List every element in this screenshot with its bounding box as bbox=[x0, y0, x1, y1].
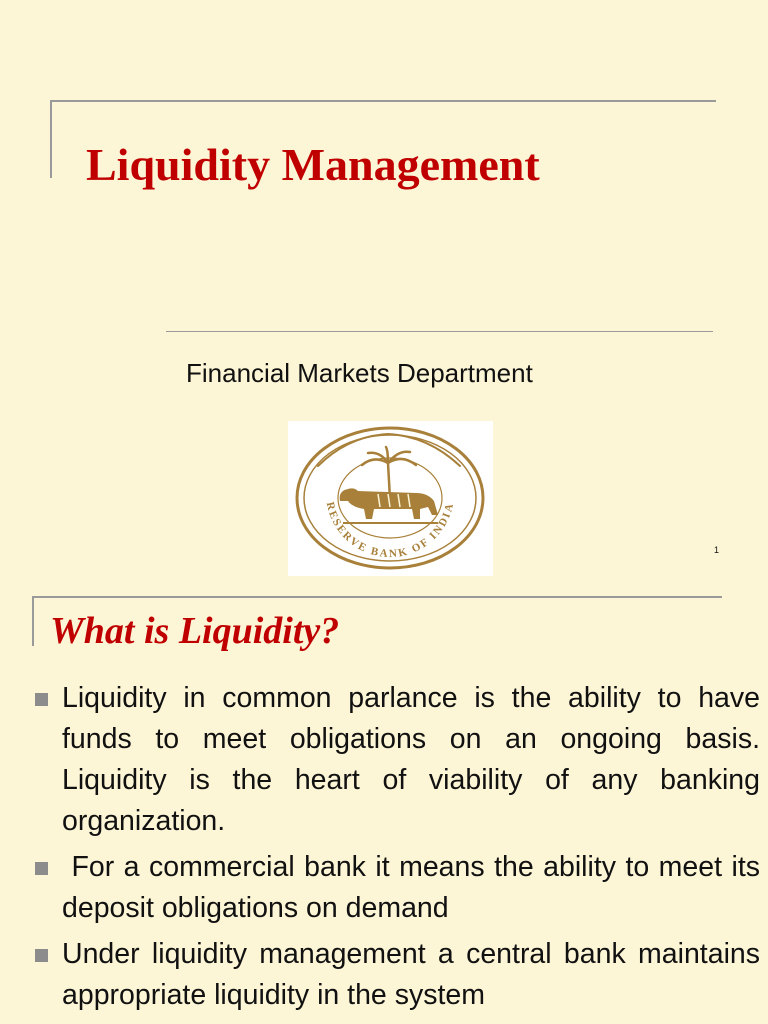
square-bullet-icon bbox=[35, 862, 48, 875]
rbi-seal-icon bbox=[288, 421, 493, 576]
heading-frame-left-rule bbox=[32, 596, 34, 646]
seal-english-text: RESERVE BANK OF INDIA bbox=[323, 500, 457, 561]
rbi-logo bbox=[288, 421, 493, 576]
slide-title: Liquidity Management bbox=[86, 139, 540, 190]
page-number: 1 bbox=[714, 545, 720, 555]
bullet-text: Under liquidity management a central bank maintains appropriate liquidity in the system bbox=[62, 938, 760, 1011]
square-bullet-icon bbox=[35, 693, 48, 706]
slide-subtitle: Financial Markets Department bbox=[186, 358, 533, 388]
bullet-item bbox=[0, 678, 768, 842]
heading-frame-top-rule bbox=[32, 596, 722, 598]
bullet-text: For a commercial bank it means the ability to meet its deposit obligations on demand bbox=[62, 851, 768, 924]
slide-heading: What is Liquidity? bbox=[50, 610, 340, 652]
bullet-list bbox=[0, 678, 768, 1021]
square-bullet-icon bbox=[35, 949, 48, 962]
bullet-text: Liquidity in common parlance is the ability to have funds to meet obligations on an ongoing basis. Liquidity is the heart of viability of any banking organization. bbox=[62, 682, 760, 837]
title-frame-left-rule bbox=[50, 100, 52, 178]
bullet-item bbox=[0, 847, 768, 929]
bullet-item bbox=[0, 934, 768, 1016]
title-frame-top-rule bbox=[50, 100, 716, 102]
subtitle-rule bbox=[166, 331, 713, 332]
slide-2 bbox=[0, 588, 768, 1024]
